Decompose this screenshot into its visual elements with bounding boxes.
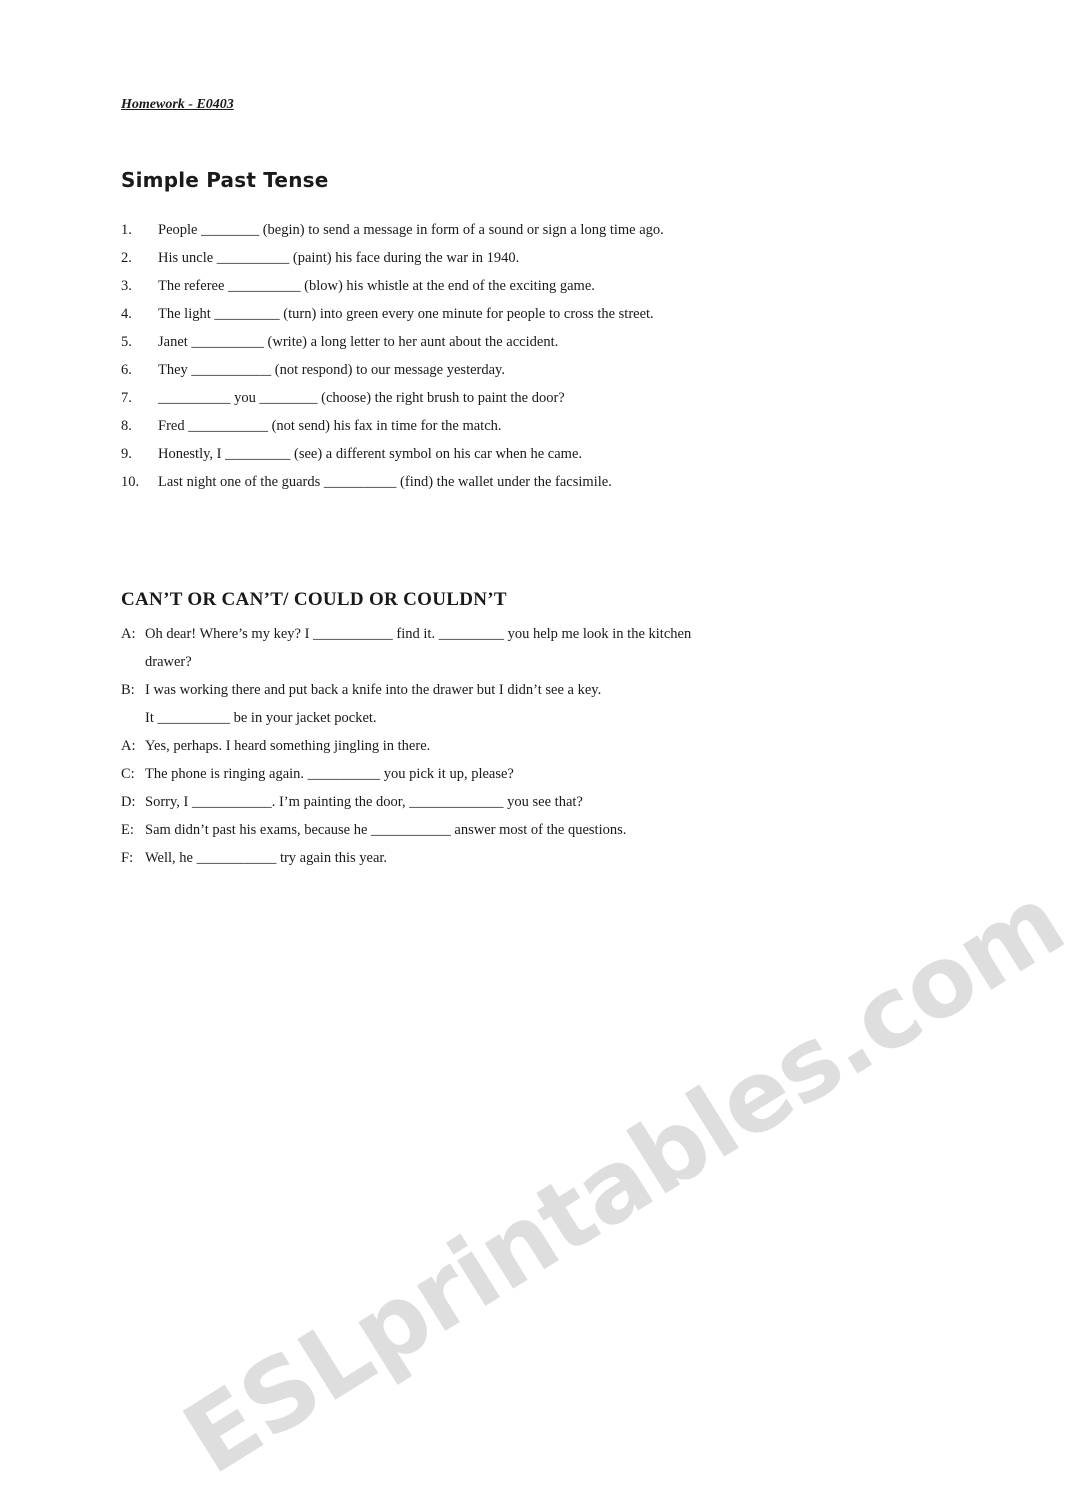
exercise-text: The light _________ (turn) into green every one minute for people to cross the street. bbox=[158, 306, 654, 322]
dialogue-text: It __________ be in your jacket pocket. bbox=[145, 710, 377, 726]
exercise-text: They ___________ (not respond) to our message yesterday. bbox=[158, 362, 505, 378]
speaker-label bbox=[121, 704, 145, 732]
exercise-number: 8. bbox=[121, 418, 132, 434]
speaker-label: A: bbox=[121, 626, 136, 642]
exercise-number: 3. bbox=[121, 278, 132, 294]
dialogue-line bbox=[121, 620, 721, 676]
dialogue-line bbox=[121, 844, 721, 872]
dialogue-text: Sorry, I ___________. I’m painting the door, _____________ you see that? bbox=[145, 794, 583, 810]
section-title-simple-past: Simple Past Tense bbox=[121, 168, 329, 192]
exercise-text: Janet __________ (write) a long letter to her aunt about the accident. bbox=[158, 334, 559, 350]
speaker-label: A: bbox=[121, 738, 136, 754]
homework-code: Homework - E0403 bbox=[121, 97, 234, 112]
speaker-label: B: bbox=[121, 682, 135, 698]
speaker-label: F: bbox=[121, 850, 134, 866]
dialogue-text: Oh dear! Where’s my key? I ___________ find it. _________ you help me look in the kitchen drawer? bbox=[145, 626, 692, 670]
exercise-item bbox=[121, 328, 706, 356]
exercise-item bbox=[121, 468, 706, 496]
exercise-text: Last night one of the guards __________ (find) the wallet under the facsimile. bbox=[158, 474, 612, 490]
exercise-number: 7. bbox=[121, 390, 132, 406]
exercise-text: Fred ___________ (not send) his fax in time for the match. bbox=[158, 418, 502, 434]
dialogue-line bbox=[121, 732, 721, 760]
speaker-label: C: bbox=[121, 766, 135, 782]
dialogue-line bbox=[121, 788, 721, 816]
dialogue-line bbox=[121, 704, 721, 732]
dialogue-text: Well, he ___________ try again this year. bbox=[145, 850, 388, 866]
speaker-label: E: bbox=[121, 822, 134, 838]
dialogue-line bbox=[121, 760, 721, 788]
dialogue-text: I was working there and put back a knife into the drawer but I didn’t see a key. bbox=[145, 682, 602, 698]
exercise-item bbox=[121, 356, 706, 384]
watermark-text: ESLprintables.com bbox=[165, 864, 1083, 1497]
exercise-item bbox=[121, 384, 706, 412]
exercise-text: __________ you ________ (choose) the right brush to paint the door? bbox=[158, 390, 565, 406]
dialogue-list bbox=[121, 620, 721, 872]
exercise-text: Honestly, I _________ (see) a different symbol on his car when he came. bbox=[158, 446, 583, 462]
dialogue-text: Sam didn’t past his exams, because he ___________ answer most of the questions. bbox=[145, 822, 627, 838]
exercise-number: 9. bbox=[121, 446, 132, 462]
exercise-text: His uncle __________ (paint) his face during the war in 1940. bbox=[158, 250, 520, 266]
speaker-label: D: bbox=[121, 794, 136, 810]
exercise-list bbox=[121, 216, 706, 496]
exercise-number: 2. bbox=[121, 250, 132, 266]
exercise-item bbox=[121, 412, 706, 440]
exercise-number: 5. bbox=[121, 334, 132, 350]
exercise-item bbox=[121, 244, 706, 272]
exercise-text: The referee __________ (blow) his whistle at the end of the exciting game. bbox=[158, 278, 595, 294]
exercise-item bbox=[121, 216, 706, 244]
exercise-number: 4. bbox=[121, 306, 132, 322]
exercise-number: 10. bbox=[121, 474, 140, 490]
exercise-item bbox=[121, 300, 706, 328]
dialogue-line bbox=[121, 676, 721, 704]
section-title-can-could: CAN’T OR CAN’T/ COULD OR COULDN’T bbox=[121, 589, 507, 610]
exercise-number: 6. bbox=[121, 362, 132, 378]
exercise-item bbox=[121, 272, 706, 300]
exercise-number: 1. bbox=[121, 222, 132, 238]
dialogue-text: Yes, perhaps. I heard something jingling in there. bbox=[145, 738, 431, 754]
exercise-text: People ________ (begin) to send a message in form of a sound or sign a long time ago. bbox=[158, 222, 664, 238]
exercise-item bbox=[121, 440, 706, 468]
dialogue-line bbox=[121, 816, 721, 844]
dialogue-text: The phone is ringing again. __________ you pick it up, please? bbox=[145, 766, 514, 782]
